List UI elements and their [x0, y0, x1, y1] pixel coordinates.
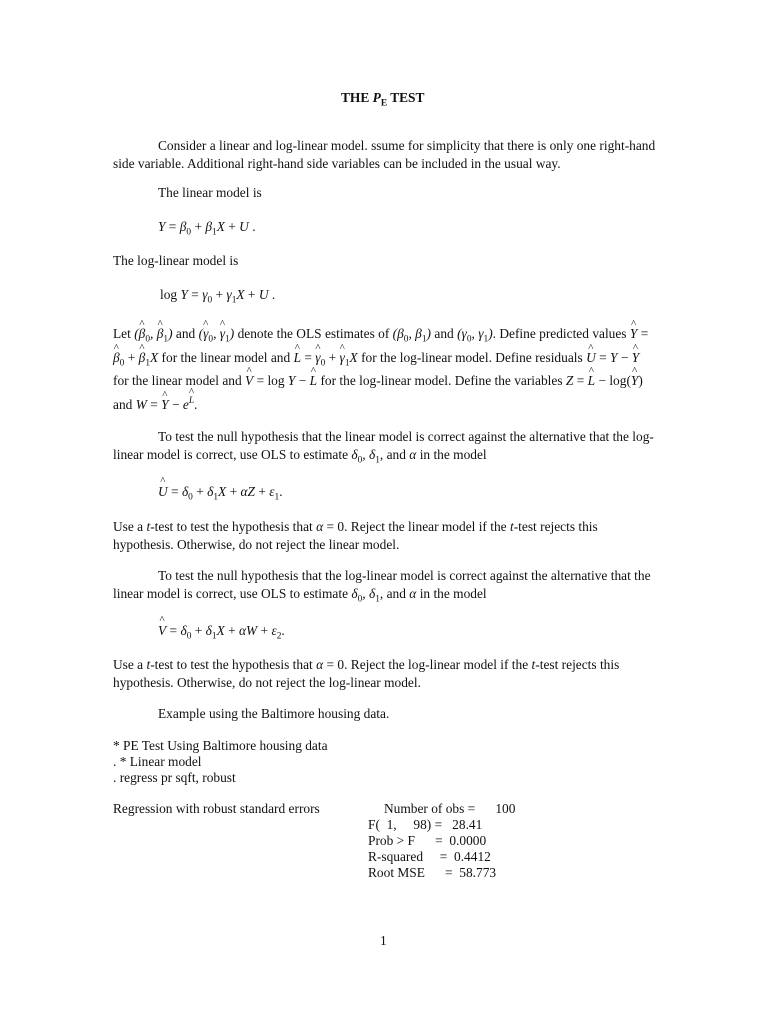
ttest2-paragraph: Use a t-test to test the hypothesis that α = 0. Reject the log-linear model if the t-test rejects this hypothesis. Otherwise, do not reject the log-linear model.: [113, 657, 620, 690]
regression-stat: Prob > F = 0.0000: [368, 833, 487, 848]
define-predicted-text: . Define predicted: [492, 326, 589, 341]
ttest2-t2: t: [531, 657, 536, 672]
ttest2-b: -test to test the hypothesis that: [150, 657, 313, 672]
page-number: 1: [380, 933, 387, 948]
page-title: [341, 90, 425, 109]
test2-equation: V ^ = $\delta_0 + \delta_1X + \alpha W + \varepsilon_2$.: [158, 623, 285, 639]
and-text-2: and: [434, 326, 454, 341]
ttest1-b: -test to test the hypothesis that: [150, 519, 313, 534]
test2-text-b: , and: [379, 586, 406, 601]
code-line: . regress pr sqft, robust: [113, 770, 236, 785]
ttest2-a: Use a: [113, 657, 144, 672]
ttest2-t: t: [146, 657, 151, 672]
regression-stat: Number of obs = 100: [384, 801, 516, 816]
and-text-3: and: [113, 396, 133, 412]
for-linear-text-2: for the linear model and: [113, 373, 242, 388]
linear-model-equation: $Y = \beta_0 + \beta_1X + U$ .: [158, 219, 256, 238]
variables-text: variables: [514, 373, 563, 388]
for-loglinear-text: for the log-linear model. Define: [361, 349, 532, 365]
title-post: TEST: [387, 90, 425, 105]
for-linear-text: for the linear model and: [161, 349, 291, 365]
denote-text: denote the OLS estimates of: [237, 326, 390, 341]
test2-paragraph: To test the null hypothesis that the log-linear model is correct against the alternative that the linear model is correct, use OLS to estimate $\delta_0$, $\delta_1$, and α in the model: [113, 568, 651, 605]
ttest1-a: Use a: [113, 519, 144, 534]
test1-equation: U ^ = $\delta_0 + \delta_1X + \alpha Z + \varepsilon_1$.: [158, 484, 283, 500]
test1-text-a: To test the null hypothesis that the linear model is correct against the alternative that the log-linear model is correct, use OLS to estimate: [113, 429, 654, 462]
loglinear-model-equation: $\log Y = \gamma_0 + \gamma_1X + U$ .: [160, 287, 276, 306]
test1-text-b: , and: [379, 447, 406, 462]
linear-model-label: The linear model is: [158, 185, 262, 200]
values-text: values: [592, 326, 627, 341]
ttest1-c: . Reject the linear model if the: [344, 519, 507, 534]
ttest2-d: -test rejects this hypothesis. Otherwise, do not reject the log-linear model.: [113, 657, 620, 690]
test2-text-c: in the model: [419, 586, 487, 601]
and-text: and: [175, 326, 196, 341]
code-line: . * Linear model: [113, 754, 202, 769]
intro-paragraph: Consider a linear and log-linear model. ssume for simplicity that there is only one right-hand side variable. Additional right-hand side variables can be included in the usual way.: [113, 138, 656, 171]
test1-text-c: in the model: [419, 447, 487, 462]
regression-stat: R-squared = 0.4412: [368, 849, 491, 864]
test2-text-a: To test the null hypothesis that the log-linear model is correct against the alternative that the linear model is correct, use OLS to estimate: [113, 568, 651, 601]
title-pre: THE: [341, 90, 373, 105]
definitions-paragraph: Let (β $\^{}_0$, β $\^{}_1$) and (γ $\^{}_0$, γ $\^{}_1$) denote the OLS estimates of ($\beta_0$, $\beta_1$) and ($\gamma_0$, $\gamma_1$). Define predicted values Y ^ = β $\^{}_0 + \beta$ $\^{}_1X$ for the linear model and L ^ = γ $\^{}_0 + \gamma$ $\^{}_1X$ for the log-linear model. Define residuals U ^ = Y − Y ^ for the linear model and V ^ = log Y − L ^ for the log-linear model. Define the variables Z = L ^ − log(Y ^) and W = Y ^ − $e^L$.: [113, 322, 657, 416]
ttest1-t: t: [146, 519, 151, 534]
loglinear-model-label: The log-linear model is: [113, 253, 239, 268]
example-text: Example using the Baltimore housing data.: [158, 706, 390, 721]
code-line: * PE Test Using Baltimore housing data: [113, 738, 328, 753]
residuals-text: residuals: [535, 349, 583, 365]
ttest1-paragraph: Use a t-test to test the hypothesis that α = 0. Reject the linear model if the t-test rejects this hypothesis. Otherwise, do not reject the linear model.: [113, 519, 598, 552]
ttest1-t2: t: [509, 519, 514, 534]
title-p: P: [372, 90, 381, 105]
regression-stat: Root MSE = 58.773: [368, 865, 497, 880]
let-text: Let: [113, 326, 131, 341]
regression-header: Regression with robust standard errors: [113, 801, 320, 816]
for-loglinear-text-2: for the log-linear model. Define the: [320, 373, 511, 388]
ttest2-c: . Reject the log-linear model if the: [344, 657, 529, 672]
regression-stat: F( 1, 98) = 28.41: [368, 817, 483, 832]
test1-paragraph: To test the null hypothesis that the linear model is correct against the alternative that the log-linear model is correct, use OLS to estimate $\delta_0$, $\delta_1$, and α in the model: [113, 429, 654, 466]
ttest1-d: -test rejects this hypothesis. Otherwise, do not reject the linear model.: [113, 519, 598, 552]
title-sub: E: [380, 98, 388, 109]
